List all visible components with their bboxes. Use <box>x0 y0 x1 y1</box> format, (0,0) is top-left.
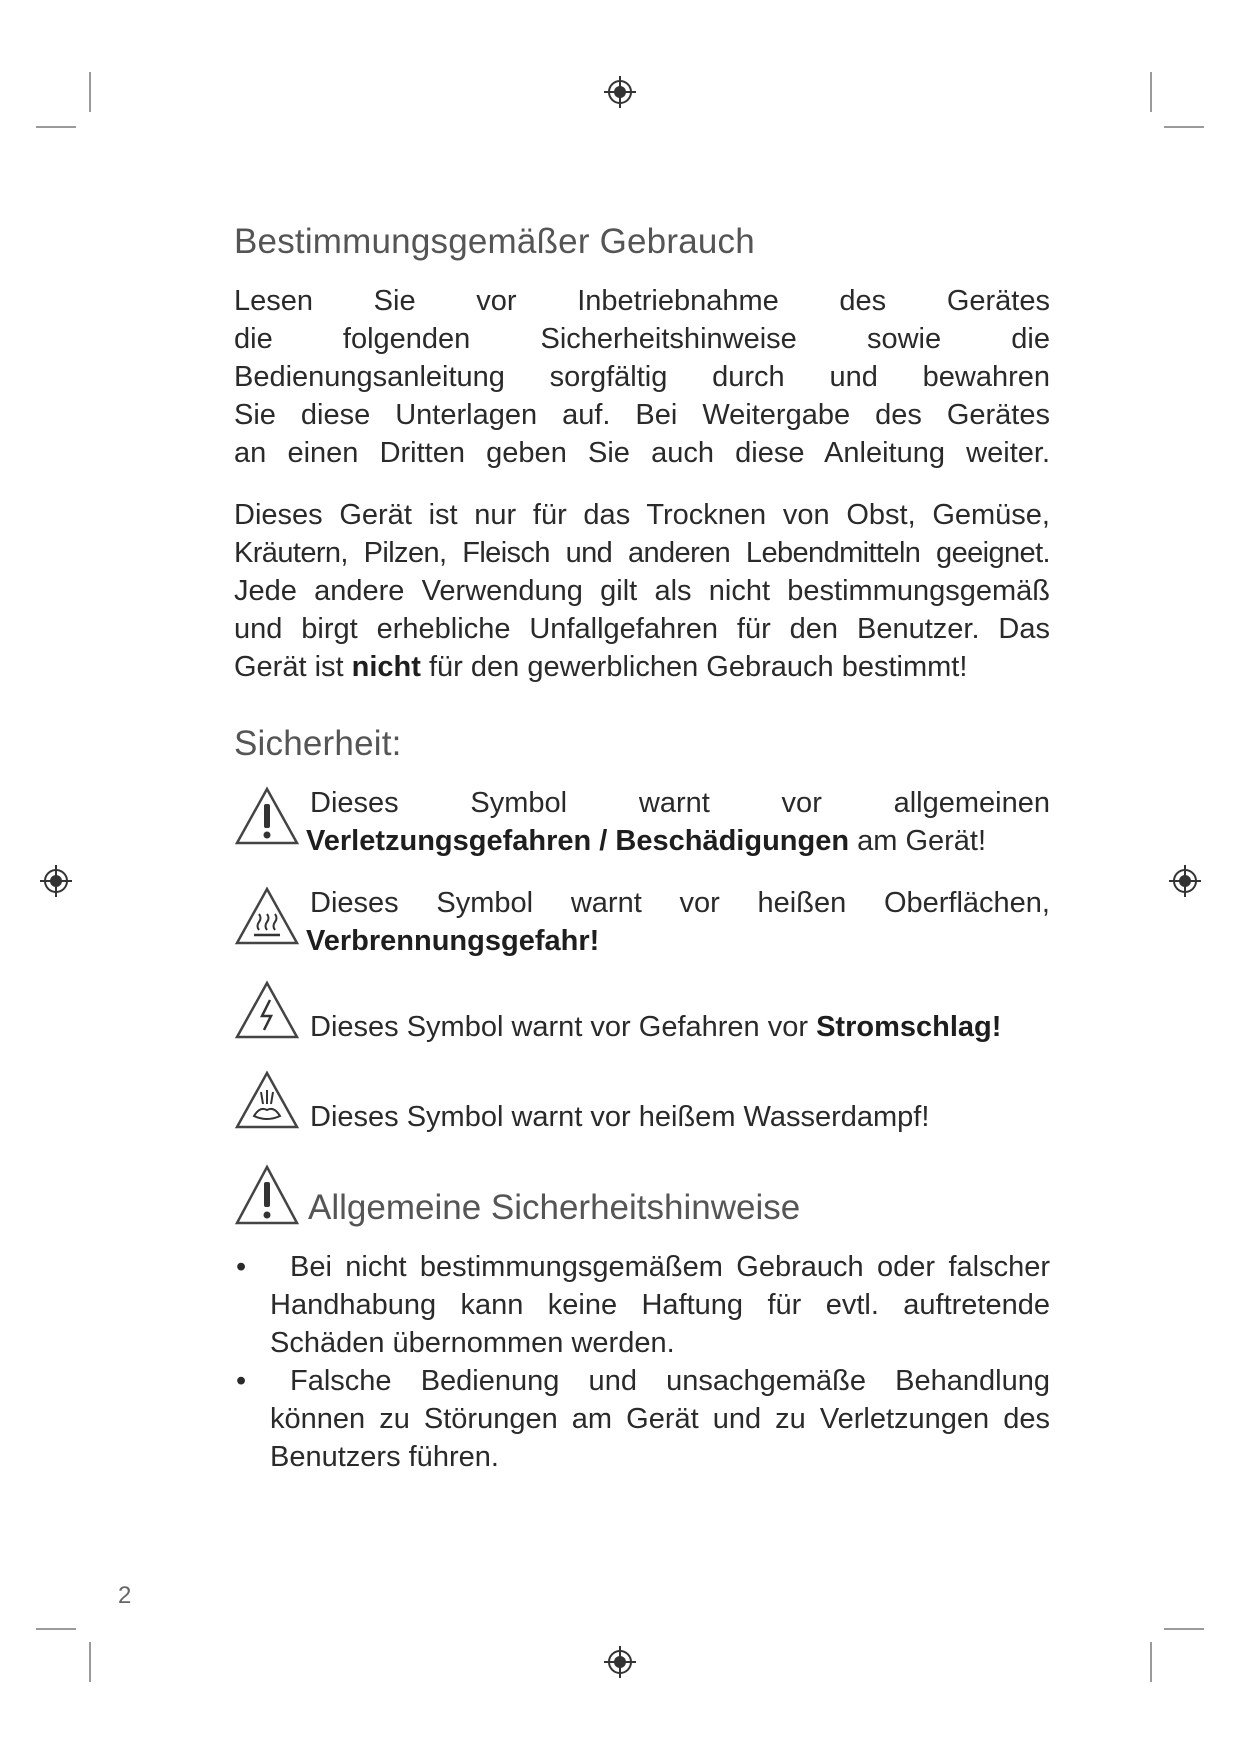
section-title-general-safety: Allgemeine Sicherheitshinweise <box>308 1188 801 1227</box>
paragraph-usage <box>234 496 1050 686</box>
warning-text-line: Dieses Symbol warnt vor allgemeinen <box>310 787 1050 819</box>
text-line: Lesen Sie vor Inbetriebnahme des Gerätes <box>234 285 1050 317</box>
text-line: Dieses Gerät ist nur für das Trocknen von Obst, Gemüse, <box>234 499 1050 531</box>
registration-mark-icon <box>39 864 73 898</box>
list-item <box>234 1362 1050 1476</box>
hot-steam-icon <box>234 1070 300 1130</box>
page-number: 2 <box>118 1582 132 1609</box>
emphasis-injury: Verletzungsgefahren / Beschädigungen <box>306 825 850 857</box>
warning-hot-steam <box>234 1068 1050 1136</box>
crop-mark <box>1150 72 1152 112</box>
registration-mark-icon <box>603 75 637 109</box>
crop-mark <box>89 72 91 112</box>
emphasis-burn: Verbrennungsgefahr! <box>306 925 600 957</box>
text-fragment: Dieses Symbol warnt vor Gefahren vor <box>310 1011 817 1043</box>
section-title-safety: Sicherheit: <box>234 724 402 763</box>
bullet-text-line: Schäden übernommen werden. <box>270 1327 675 1359</box>
warning-general <box>234 784 1050 860</box>
text-line: Kräutern, Pilzen, Fleisch und anderen Lebendmitteln geeignet. <box>234 537 1050 569</box>
warning-text-line: Dieses Symbol warnt vor heißem Wasserdampf! <box>310 1101 930 1133</box>
bullet-icon: • <box>236 1365 247 1397</box>
crop-mark <box>1150 1642 1152 1682</box>
electric-shock-icon <box>234 980 300 1040</box>
paragraph-read-instructions <box>234 282 1050 472</box>
text-line: Jede andere Verwendung gilt als nicht bestimmungsgemäß <box>234 575 1050 607</box>
general-safety-header <box>234 1164 1050 1230</box>
text-line: Sie diese Unterlagen auf. Bei Weitergabe des Gerätes <box>234 399 1050 431</box>
bullet-text-line: können zu Störungen am Gerät und zu Verletzungen des <box>270 1403 1050 1435</box>
section-title-intended-use: Bestimmungsgemäßer Gebrauch <box>234 222 755 261</box>
bullet-text-line: Bei nicht bestimmungsgemäßem Gebrauch oder falscher <box>290 1251 1050 1283</box>
warning-hot-surface <box>234 884 1050 960</box>
text-fragment: Gerät ist <box>234 651 352 683</box>
crop-mark <box>36 126 76 128</box>
warning-text-line <box>306 822 1050 860</box>
text-fragment: am Gerät! <box>849 825 987 857</box>
page-content <box>234 222 1050 1476</box>
crop-mark <box>1164 1628 1204 1630</box>
warning-text-line <box>306 922 1050 960</box>
bullet-icon: • <box>236 1251 247 1283</box>
general-warning-icon <box>234 786 300 846</box>
hot-surface-icon <box>234 886 300 946</box>
registration-mark-icon <box>1168 864 1202 898</box>
bullet-text-line: Benutzers führen. <box>270 1441 499 1473</box>
text-line <box>234 648 1050 686</box>
text-line: Bedienungsanleitung sorgfältig durch und bewahren <box>234 361 1050 393</box>
bullet-text-line: Handhabung kann keine Haftung für evtl. auftretende <box>270 1289 1050 1321</box>
registration-mark-icon <box>603 1645 637 1679</box>
warning-text-line: Dieses Symbol warnt vor heißen Oberflächen, <box>310 887 1050 919</box>
safety-bullet-list <box>234 1248 1050 1476</box>
text-fragment: für den gewerblichen Gebrauch bestimmt! <box>420 651 968 683</box>
text-line: die folgenden Sicherheitshinweise sowie die <box>234 323 1050 355</box>
emphasis-not: nicht <box>351 651 421 683</box>
emphasis-shock: Stromschlag! <box>816 1011 1002 1043</box>
warning-text-line <box>306 978 1050 1046</box>
text-line: und birgt erhebliche Unfallgefahren für den Benutzer. Das <box>234 613 1050 645</box>
bullet-text-line: Falsche Bedienung und unsachgemäße Behandlung <box>290 1365 1050 1397</box>
crop-mark <box>1164 126 1204 128</box>
crop-mark <box>89 1642 91 1682</box>
list-item <box>234 1248 1050 1362</box>
general-warning-icon <box>234 1164 300 1226</box>
crop-mark <box>36 1628 76 1630</box>
warning-electric-shock <box>234 978 1050 1046</box>
text-line: an einen Dritten geben Sie auch diese Anleitung weiter. <box>234 437 1050 469</box>
